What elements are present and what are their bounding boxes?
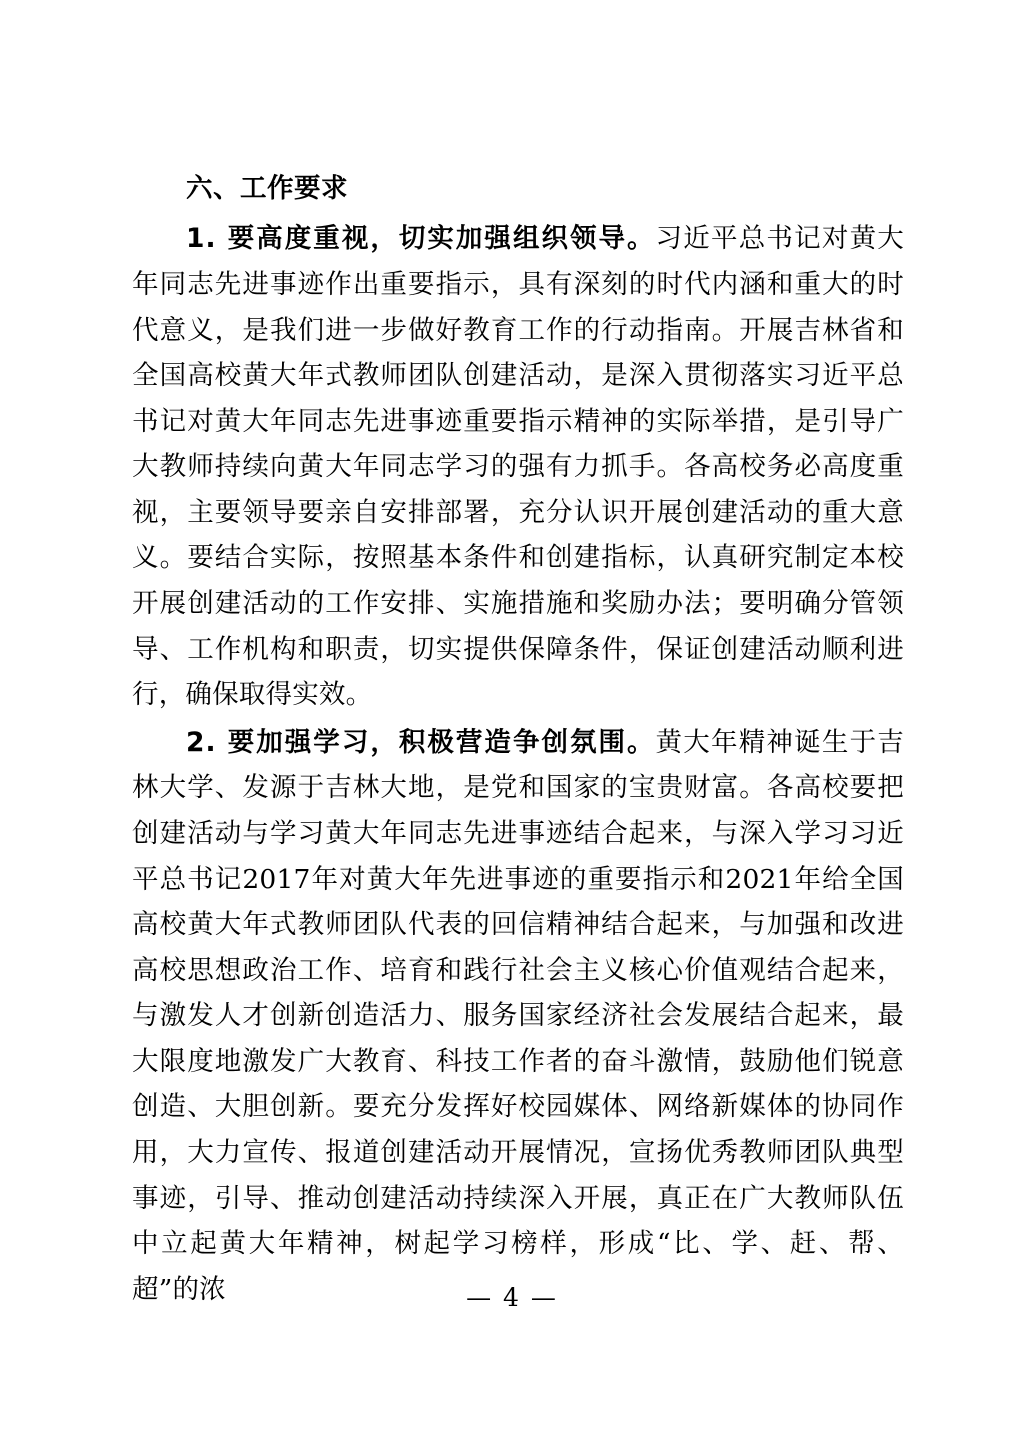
page-number: — 4 — [466,1283,558,1312]
paragraph-1-lead: 1. 要高度重视，切实加强组织领导。 [186,223,656,255]
paragraph-1 [132,216,904,717]
paragraph-1-body: 习近平总书记对黄大年同志先进事迹作出重要指示，具有深刻的时代内涵和重大的时代意义，是我们进一步做好教育工作的行动指南。开展吉林省和全国高校黄大年式教师团队创建活动，是深入贯彻落实习近平总书记对黄大年同志先进事迹重要指示精神的实际举措，是引导广大教师持续向黄大年同志学习的强有力抓手。各高校务必高度重视，主要领导要亲自安排部署，充分认识开展创建活动的重大意义。要结合实际，按照基本条件和创建指标，认真研究制定本校开展创建活动的工作安排、实施措施和奖励办法；要明确分管领导、工作机构和职责，切实提供保障条件，保证创建活动顺利进行，确保取得实效。 [132,223,904,711]
paragraph-2-body: 黄大年精神诞生于吉林大学、发源于吉林大地，是党和国家的宝贵财富。各高校要把创建活动与学习黄大年同志先进事迹结合起来，与深入学习习近平总书记2017年对黄大年先进事迹的重要指示和2021年给全国高校黄大年式教师团队代表的回信精神结合起来，与加强和改进高校思想政治工作、培育和践行社会主义核心价值观结合起来，与激发人才创新创造活力、服务国家经济社会发展结合起来，最大限度地激发广大教育、科技工作者的奋斗激情，鼓励他们锐意创造、大胆创新。要充分发挥好校园媒体、网络新媒体的协同作用，大力宣传、报道创建活动开展情况，宣扬优秀教师团队典型事迹，引导、推动创建活动持续深入开展，真正在广大教师队伍中立起黄大年精神，树起学习榜样，形成“比、学、赶、帮、超”的浓 [132,726,904,1305]
section-heading: 六、工作要求 [186,173,348,204]
paragraph-2 [132,720,904,1313]
paragraph-2-lead: 2. 要加强学习，积极营造争创氛围。 [186,726,656,758]
document-body [132,170,904,1314]
